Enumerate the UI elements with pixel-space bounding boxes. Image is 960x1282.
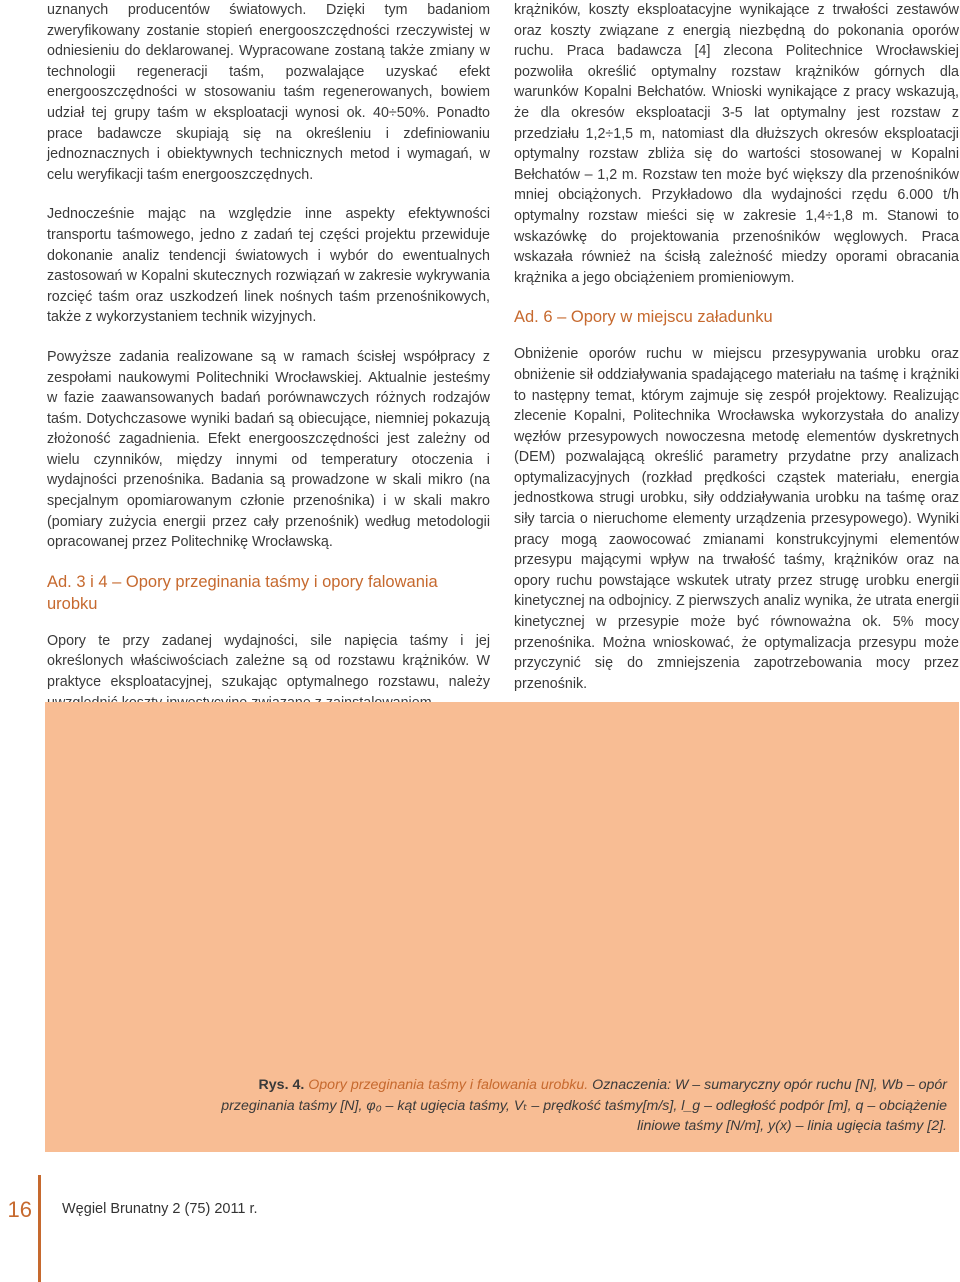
figure-label: Rys. 4. [258,1077,305,1093]
figure-caption [187,1075,947,1137]
paragraph: Powyższe zadania realizowane są w ramach ścisłej współpracy z zespołami naukowymi Politechniki Wrocławskiej. Aktualnie jesteśmy w fazie zaawansowanych badań porównawczych różnych rodzajów taśm. Dotychczasowe wyniki badań są obiecujące, niemniej pokazują złożoność zagadnienia. Efekt energooszczędności jest zależny od wielu czynników, między innymi od temperatury otoczenia i wydajności przenośnika. Badania są prowadzone w skali mikro (na specjalnym opomiarowanym członie przenośnika) i w skali makro (pomiary zużycia energii przez cały przenośnik) według metodologii opracowanej przez Politechnikę Wrocławską. [47,348,490,551]
page-number: 16 [7,1197,32,1222]
paragraph: Obniżenie oporów ruchu w miejscu przesypywania urobku oraz obniżenie sił oddziaływania spadającego materiału na taśmę i krążniki to następny temat, którym zajmuje się zespół projektowy. Realizując zlecenie Kopalni, Politechnika Wrocławska wykorzystała do analizy węzłów przesypowych nowoczesna metodę elementów dyskretnych (DEM) pozwalającą określić parametry przydatne przy analizach optymalizacyjnych (rozkład prędkości cząstek materiału, energia jednostkowa strugi urobku, siły oddziaływania urobku na taśmę oraz siły tarcia o nieruchome elementy urządzenia przesypowego). Wyniki pracy mogą zaowocować zmianami konstrukcyjnymi elementów przesypu mającymi wpływ na trwałość taśmy, krążników oraz na opory ruchu powstające wskutek utraty przez strugę urobku energii kinetycznej na odbojnicy. Z pierwszych analiz wynika, że utrata energii kinetycznej w przesypie może być równoważna ok. 5% mocy przenośnika. Można wnioskować, że optymalizacja przesypu może przyczynić się do zmniejszenia zapotrzebowania mocy przez przenośnik. [514,346,959,692]
left-column [47,0,490,713]
paragraph: Opory te przy zadanej wydajności, sile napięcia taśmy i jej określonych właściwościach zależne są od rozstawu krążników. W praktyce eksploatacyjnej, szukając optymalnego rozstawu, należy [47,632,490,691]
section-heading: Ad. 3 i 4 – Opory przeginania taśmy i opory falowania urobku [47,572,438,613]
figure-caption-text: Oznaczenia: W – sumaryczny opór ruchu [N], Wb – opór przeginania taśmy [N], φ₀ – kąt ugięcia taśmy, Vₜ – prędkość taśmy[m/s], l_g – odległość podpór [m], q – obciążenie liniowe taśmy [N/m], y(x) – linia ugięcia taśmy [2]. [221,1077,947,1134]
section-heading: Ad. 6 – Opory w miejscu załadunku [514,308,773,327]
paragraph: krążników, koszty eksploatacyjne wynikające z trwałości zestawów oraz koszty związane z energią niezbędną do pokonania oporów ruchu. Praca badawcza [4] zlecona Politechnice Wrocławskiej pozwoliła określić optymalny rozstaw krążników górnych dla warunków Kopalni Bełchatów. Wnioski wynikające z pracy wskazują, że dla okresów eksploatacji 3-5 lat optymalny jest rozstaw z przedziału 1,2÷1,5 m, natomiast dla dłuższych okresów eksploatacji optymalny rozstaw zbliża się do wartości stosowanej w Kopalni Bełchatów – 1,2 m. Rozstaw ten może być większy dla przenośników mniej obciążonych. Przykładowo dla wydajności rzędu 6.000 t/h optymalny rozstaw mieści się w zakresie 1,4÷1,8 m. Stanowi to wskazówkę do projektowania przenośników węglowych. Praca wskazała również na ścisłą zależność miedzy oporami obracania krążnika a jego obciążeniem promieniowym. [514,2,959,286]
right-column [514,0,959,694]
paragraph: Jednocześnie mając na względzie inne aspekty efektywności transportu taśmowego, jedno z zadań tej części projektu przewiduje dokonanie analiz tendencji światowych i wybór do ewentualnych zastosowań w Kopalni skutecznych rozwiązań w zakresie wykrywania rozcięć taśm oraz uszkodzeń linek nośnych taśm przenośnikowych, także z wykorzystaniem technik wizyjnych. [47,206,490,326]
figure-title: Opory przeginania taśmy i falowania urobku. [308,1077,589,1093]
footer-divider [38,1175,41,1282]
figure-panel [45,702,959,1152]
journal-title: Węgiel Brunatny 2 (75) 2011 r. [62,1201,258,1217]
paragraph: uznanych producentów światowych. Dzięki tym badaniom zweryfikowany zostanie stopień energooszczędności rzeczywistej w odniesieniu do deklarowanej. Wypracowane zostaną także zmiany w technologii regeneracji taśm, pozwalające uzyskać efekt energooszczędności w stosowaniu taśm regenerowanych, bowiem udział tej grupy taśm w eksploatacji wynosi ok. 40÷50%. Ponadto prace badawcze skupiają się na określeniu i zdefiniowaniu jednoznacznych i obiektywnych technicznych metod i wymagań, w celu weryfikacji taśm energooszczędnych. [47,2,490,183]
